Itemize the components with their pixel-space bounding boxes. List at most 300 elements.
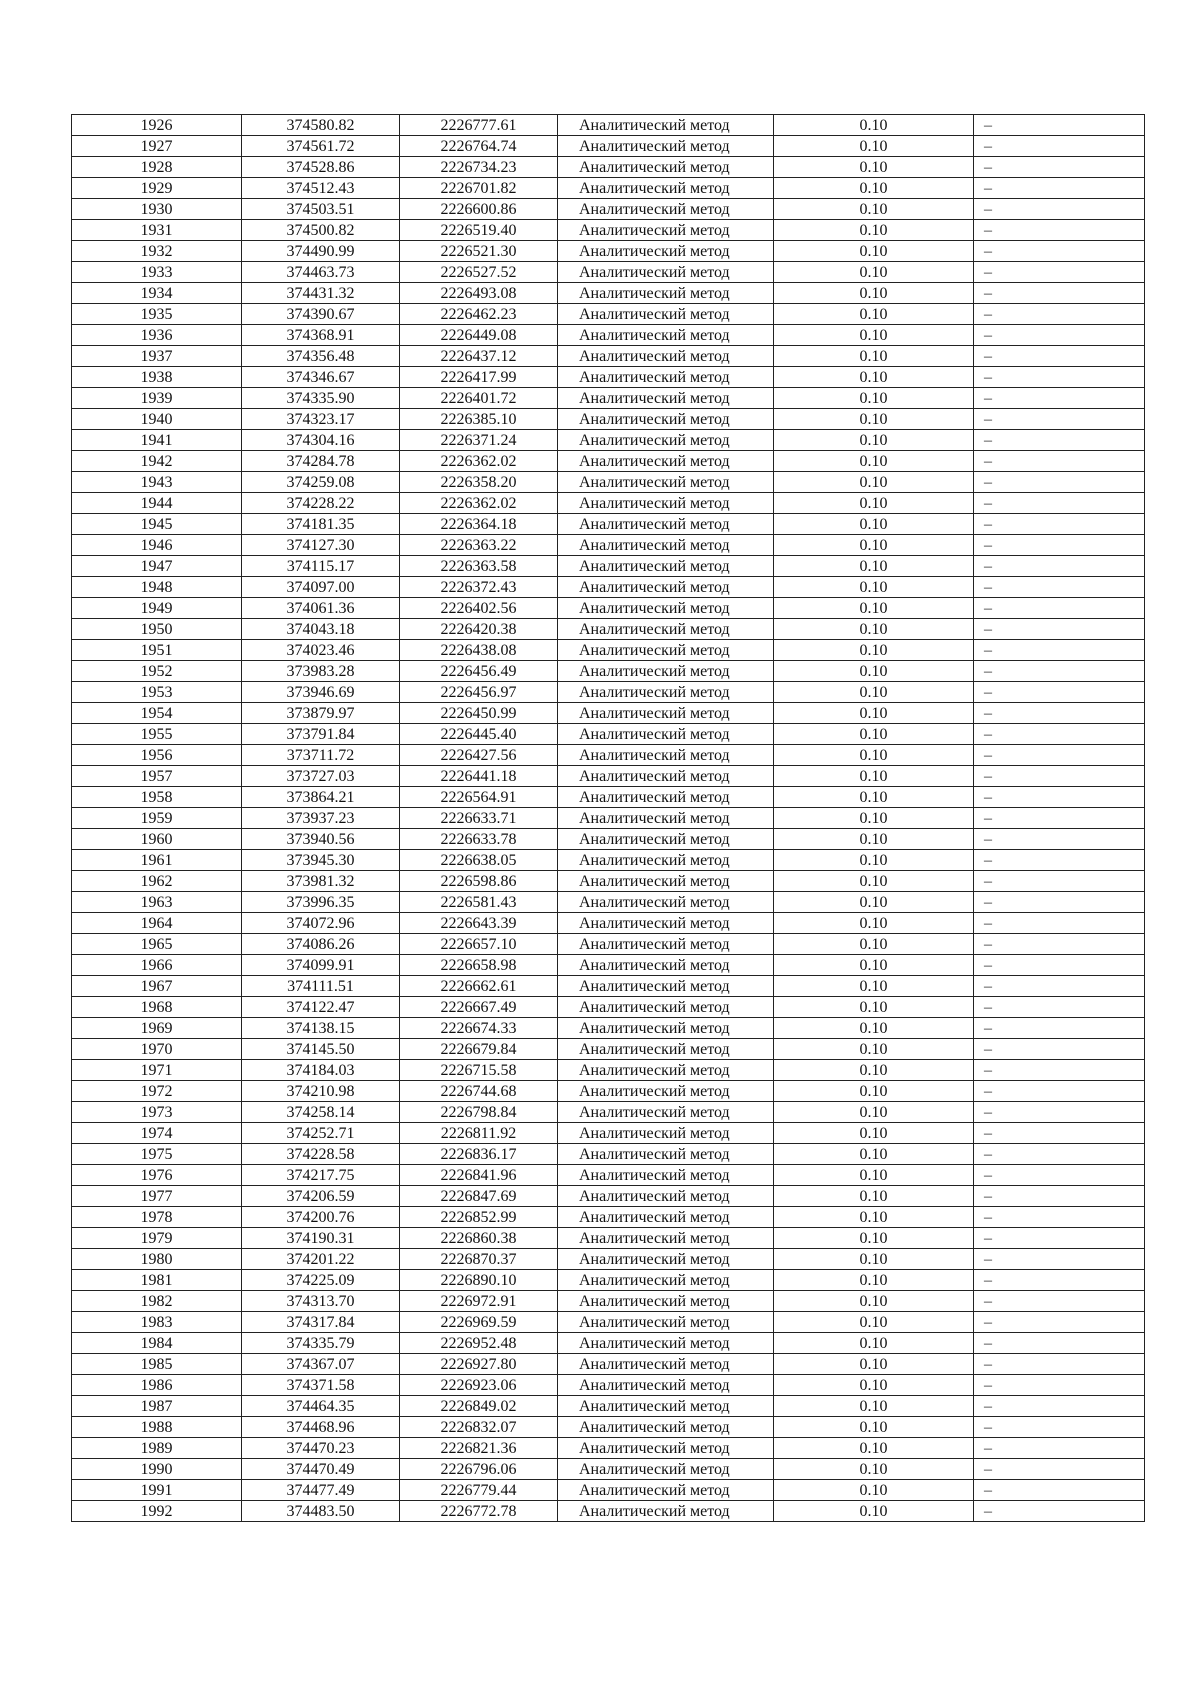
method-cell: Аналитический метод: [558, 745, 774, 766]
description-cell: –: [974, 1312, 1145, 1333]
y-coordinate-cell: 2226441.18: [400, 766, 558, 787]
accuracy-cell: 0.10: [774, 241, 974, 262]
table-row: [72, 241, 1145, 262]
description-cell: –: [974, 451, 1145, 472]
accuracy-cell: 0.10: [774, 1228, 974, 1249]
table-row: [72, 1249, 1145, 1270]
y-coordinate-cell: 2226363.58: [400, 556, 558, 577]
accuracy-cell: 0.10: [774, 1102, 974, 1123]
accuracy-cell: 0.10: [774, 619, 974, 640]
point-number-cell: 1945: [72, 514, 242, 535]
table-row: [72, 1438, 1145, 1459]
table-row: [72, 997, 1145, 1018]
table-row: [72, 283, 1145, 304]
point-number-cell: 1968: [72, 997, 242, 1018]
accuracy-cell: 0.10: [774, 1249, 974, 1270]
x-coordinate-cell: 374390.67: [242, 304, 400, 325]
method-cell: Аналитический метод: [558, 367, 774, 388]
y-coordinate-cell: 2226371.24: [400, 430, 558, 451]
point-number-cell: 1967: [72, 976, 242, 997]
accuracy-cell: 0.10: [774, 304, 974, 325]
point-number-cell: 1959: [72, 808, 242, 829]
accuracy-cell: 0.10: [774, 1375, 974, 1396]
description-cell: –: [974, 1396, 1145, 1417]
table-row: [72, 766, 1145, 787]
description-cell: –: [974, 724, 1145, 745]
point-number-cell: 1957: [72, 766, 242, 787]
x-coordinate-cell: 374099.91: [242, 955, 400, 976]
table-row: [72, 115, 1145, 136]
accuracy-cell: 0.10: [774, 1081, 974, 1102]
point-number-cell: 1987: [72, 1396, 242, 1417]
table-row: [72, 304, 1145, 325]
point-number-cell: 1961: [72, 850, 242, 871]
table-row: [72, 1354, 1145, 1375]
coordinates-table: [71, 114, 1145, 1522]
table-row: [72, 1333, 1145, 1354]
method-cell: Аналитический метод: [558, 892, 774, 913]
point-number-cell: 1977: [72, 1186, 242, 1207]
accuracy-cell: 0.10: [774, 934, 974, 955]
description-cell: –: [974, 178, 1145, 199]
y-coordinate-cell: 2226811.92: [400, 1123, 558, 1144]
x-coordinate-cell: 374468.96: [242, 1417, 400, 1438]
point-number-cell: 1938: [72, 367, 242, 388]
accuracy-cell: 0.10: [774, 1354, 974, 1375]
point-number-cell: 1942: [72, 451, 242, 472]
method-cell: Аналитический метод: [558, 157, 774, 178]
y-coordinate-cell: 2226796.06: [400, 1459, 558, 1480]
description-cell: –: [974, 577, 1145, 598]
x-coordinate-cell: 374490.99: [242, 241, 400, 262]
accuracy-cell: 0.10: [774, 472, 974, 493]
x-coordinate-cell: 374200.76: [242, 1207, 400, 1228]
y-coordinate-cell: 2226527.52: [400, 262, 558, 283]
point-number-cell: 1966: [72, 955, 242, 976]
x-coordinate-cell: 374228.22: [242, 493, 400, 514]
table-row: [72, 682, 1145, 703]
table-row: [72, 892, 1145, 913]
method-cell: Аналитический метод: [558, 1438, 774, 1459]
description-cell: –: [974, 955, 1145, 976]
y-coordinate-cell: 2226832.07: [400, 1417, 558, 1438]
description-cell: –: [974, 136, 1145, 157]
description-cell: –: [974, 115, 1145, 136]
method-cell: Аналитический метод: [558, 1249, 774, 1270]
x-coordinate-cell: 374127.30: [242, 535, 400, 556]
y-coordinate-cell: 2226633.78: [400, 829, 558, 850]
x-coordinate-cell: 374258.14: [242, 1102, 400, 1123]
description-cell: –: [974, 157, 1145, 178]
method-cell: Аналитический метод: [558, 1144, 774, 1165]
x-coordinate-cell: 374210.98: [242, 1081, 400, 1102]
table-row: [72, 619, 1145, 640]
description-cell: –: [974, 367, 1145, 388]
method-cell: Аналитический метод: [558, 640, 774, 661]
method-cell: Аналитический метод: [558, 871, 774, 892]
x-coordinate-cell: 373945.30: [242, 850, 400, 871]
accuracy-cell: 0.10: [774, 871, 974, 892]
accuracy-cell: 0.10: [774, 1144, 974, 1165]
y-coordinate-cell: 2226662.61: [400, 976, 558, 997]
method-cell: Аналитический метод: [558, 1060, 774, 1081]
x-coordinate-cell: 374431.32: [242, 283, 400, 304]
method-cell: Аналитический метод: [558, 1228, 774, 1249]
table-row: [72, 535, 1145, 556]
point-number-cell: 1972: [72, 1081, 242, 1102]
table-row: [72, 367, 1145, 388]
table-row: [72, 661, 1145, 682]
point-number-cell: 1953: [72, 682, 242, 703]
x-coordinate-cell: 373983.28: [242, 661, 400, 682]
point-number-cell: 1963: [72, 892, 242, 913]
description-cell: –: [974, 1081, 1145, 1102]
description-cell: –: [974, 1165, 1145, 1186]
point-number-cell: 1990: [72, 1459, 242, 1480]
point-number-cell: 1989: [72, 1438, 242, 1459]
method-cell: Аналитический метод: [558, 514, 774, 535]
accuracy-cell: 0.10: [774, 703, 974, 724]
description-cell: –: [974, 199, 1145, 220]
point-number-cell: 1976: [72, 1165, 242, 1186]
table-row: [72, 1480, 1145, 1501]
method-cell: Аналитический метод: [558, 430, 774, 451]
table-row: [72, 199, 1145, 220]
table-row: [72, 1501, 1145, 1522]
table-row: [72, 1060, 1145, 1081]
method-cell: Аналитический метод: [558, 703, 774, 724]
y-coordinate-cell: 2226836.17: [400, 1144, 558, 1165]
method-cell: Аналитический метод: [558, 682, 774, 703]
accuracy-cell: 0.10: [774, 220, 974, 241]
accuracy-cell: 0.10: [774, 136, 974, 157]
description-cell: –: [974, 1501, 1145, 1522]
description-cell: –: [974, 745, 1145, 766]
method-cell: Аналитический метод: [558, 178, 774, 199]
x-coordinate-cell: 373864.21: [242, 787, 400, 808]
y-coordinate-cell: 2226969.59: [400, 1312, 558, 1333]
y-coordinate-cell: 2226564.91: [400, 787, 558, 808]
description-cell: –: [974, 1123, 1145, 1144]
description-cell: –: [974, 1186, 1145, 1207]
method-cell: Аналитический метод: [558, 934, 774, 955]
y-coordinate-cell: 2226519.40: [400, 220, 558, 241]
accuracy-cell: 0.10: [774, 1018, 974, 1039]
description-cell: –: [974, 808, 1145, 829]
x-coordinate-cell: 374313.70: [242, 1291, 400, 1312]
description-cell: –: [974, 304, 1145, 325]
description-cell: –: [974, 220, 1145, 241]
point-number-cell: 1941: [72, 430, 242, 451]
point-number-cell: 1951: [72, 640, 242, 661]
method-cell: Аналитический метод: [558, 1207, 774, 1228]
table-row: [72, 1312, 1145, 1333]
description-cell: –: [974, 1144, 1145, 1165]
method-cell: Аналитический метод: [558, 115, 774, 136]
description-cell: –: [974, 997, 1145, 1018]
description-cell: –: [974, 1060, 1145, 1081]
y-coordinate-cell: 2226438.08: [400, 640, 558, 661]
point-number-cell: 1986: [72, 1375, 242, 1396]
x-coordinate-cell: 374217.75: [242, 1165, 400, 1186]
x-coordinate-cell: 374145.50: [242, 1039, 400, 1060]
table-row: [72, 1144, 1145, 1165]
y-coordinate-cell: 2226445.40: [400, 724, 558, 745]
point-number-cell: 1970: [72, 1039, 242, 1060]
accuracy-cell: 0.10: [774, 1438, 974, 1459]
accuracy-cell: 0.10: [774, 892, 974, 913]
x-coordinate-cell: 374503.51: [242, 199, 400, 220]
table-row: [72, 1375, 1145, 1396]
point-number-cell: 1927: [72, 136, 242, 157]
description-cell: –: [974, 430, 1145, 451]
method-cell: Аналитический метод: [558, 472, 774, 493]
table-row: [72, 703, 1145, 724]
table-row: [72, 514, 1145, 535]
y-coordinate-cell: 2226364.18: [400, 514, 558, 535]
accuracy-cell: 0.10: [774, 1123, 974, 1144]
point-number-cell: 1935: [72, 304, 242, 325]
method-cell: Аналитический метод: [558, 1102, 774, 1123]
y-coordinate-cell: 2226667.49: [400, 997, 558, 1018]
x-coordinate-cell: 374561.72: [242, 136, 400, 157]
x-coordinate-cell: 374111.51: [242, 976, 400, 997]
table-row: [72, 178, 1145, 199]
description-cell: –: [974, 535, 1145, 556]
method-cell: Аналитический метод: [558, 304, 774, 325]
description-cell: –: [974, 388, 1145, 409]
y-coordinate-cell: 2226362.02: [400, 493, 558, 514]
method-cell: Аналитический метод: [558, 325, 774, 346]
table-row: [72, 955, 1145, 976]
description-cell: –: [974, 346, 1145, 367]
accuracy-cell: 0.10: [774, 661, 974, 682]
x-coordinate-cell: 374464.35: [242, 1396, 400, 1417]
x-coordinate-cell: 374335.79: [242, 1333, 400, 1354]
table-row: [72, 787, 1145, 808]
description-cell: –: [974, 1270, 1145, 1291]
description-cell: –: [974, 514, 1145, 535]
y-coordinate-cell: 2226437.12: [400, 346, 558, 367]
point-number-cell: 1981: [72, 1270, 242, 1291]
y-coordinate-cell: 2226821.36: [400, 1438, 558, 1459]
point-number-cell: 1969: [72, 1018, 242, 1039]
description-cell: –: [974, 262, 1145, 283]
y-coordinate-cell: 2226358.20: [400, 472, 558, 493]
y-coordinate-cell: 2226402.56: [400, 598, 558, 619]
y-coordinate-cell: 2226633.71: [400, 808, 558, 829]
accuracy-cell: 0.10: [774, 598, 974, 619]
description-cell: –: [974, 1438, 1145, 1459]
x-coordinate-cell: 374023.46: [242, 640, 400, 661]
description-cell: –: [974, 1417, 1145, 1438]
x-coordinate-cell: 374259.08: [242, 472, 400, 493]
table-row: [72, 451, 1145, 472]
method-cell: Аналитический метод: [558, 1312, 774, 1333]
table-row: [72, 157, 1145, 178]
point-number-cell: 1933: [72, 262, 242, 283]
method-cell: Аналитический метод: [558, 1333, 774, 1354]
x-coordinate-cell: 374500.82: [242, 220, 400, 241]
point-number-cell: 1937: [72, 346, 242, 367]
table-row: [72, 829, 1145, 850]
method-cell: Аналитический метод: [558, 493, 774, 514]
point-number-cell: 1931: [72, 220, 242, 241]
table-row: [72, 577, 1145, 598]
x-coordinate-cell: 374470.23: [242, 1438, 400, 1459]
x-coordinate-cell: 374304.16: [242, 430, 400, 451]
table-row: [72, 409, 1145, 430]
table-row: [72, 745, 1145, 766]
y-coordinate-cell: 2226849.02: [400, 1396, 558, 1417]
table-row: [72, 808, 1145, 829]
description-cell: –: [974, 1375, 1145, 1396]
table-row: [72, 1417, 1145, 1438]
y-coordinate-cell: 2226521.30: [400, 241, 558, 262]
method-cell: Аналитический метод: [558, 136, 774, 157]
point-number-cell: 1978: [72, 1207, 242, 1228]
y-coordinate-cell: 2226972.91: [400, 1291, 558, 1312]
y-coordinate-cell: 2226456.97: [400, 682, 558, 703]
point-number-cell: 1947: [72, 556, 242, 577]
x-coordinate-cell: 374335.90: [242, 388, 400, 409]
accuracy-cell: 0.10: [774, 1333, 974, 1354]
table-row: [72, 1396, 1145, 1417]
x-coordinate-cell: 374043.18: [242, 619, 400, 640]
point-number-cell: 1948: [72, 577, 242, 598]
x-coordinate-cell: 374368.91: [242, 325, 400, 346]
x-coordinate-cell: 374284.78: [242, 451, 400, 472]
point-number-cell: 1930: [72, 199, 242, 220]
accuracy-cell: 0.10: [774, 787, 974, 808]
point-number-cell: 1928: [72, 157, 242, 178]
accuracy-cell: 0.10: [774, 745, 974, 766]
point-number-cell: 1936: [72, 325, 242, 346]
y-coordinate-cell: 2226798.84: [400, 1102, 558, 1123]
method-cell: Аналитический метод: [558, 766, 774, 787]
point-number-cell: 1926: [72, 115, 242, 136]
table-row: [72, 598, 1145, 619]
accuracy-cell: 0.10: [774, 1291, 974, 1312]
y-coordinate-cell: 2226927.80: [400, 1354, 558, 1375]
accuracy-cell: 0.10: [774, 850, 974, 871]
table-row: [72, 388, 1145, 409]
description-cell: –: [974, 1207, 1145, 1228]
x-coordinate-cell: 374072.96: [242, 913, 400, 934]
y-coordinate-cell: 2226450.99: [400, 703, 558, 724]
method-cell: Аналитический метод: [558, 556, 774, 577]
method-cell: Аналитический метод: [558, 955, 774, 976]
x-coordinate-cell: 374317.84: [242, 1312, 400, 1333]
y-coordinate-cell: 2226890.10: [400, 1270, 558, 1291]
y-coordinate-cell: 2226581.43: [400, 892, 558, 913]
table-row: [72, 640, 1145, 661]
table-row: [72, 346, 1145, 367]
x-coordinate-cell: 374477.49: [242, 1480, 400, 1501]
point-number-cell: 1964: [72, 913, 242, 934]
description-cell: –: [974, 640, 1145, 661]
point-number-cell: 1944: [72, 493, 242, 514]
method-cell: Аналитический метод: [558, 346, 774, 367]
y-coordinate-cell: 2226847.69: [400, 1186, 558, 1207]
x-coordinate-cell: 374122.47: [242, 997, 400, 1018]
method-cell: Аналитический метод: [558, 1081, 774, 1102]
x-coordinate-cell: 374097.00: [242, 577, 400, 598]
table-row: [72, 1459, 1145, 1480]
table-row: [72, 136, 1145, 157]
x-coordinate-cell: 374206.59: [242, 1186, 400, 1207]
x-coordinate-cell: 374371.58: [242, 1375, 400, 1396]
x-coordinate-cell: 373879.97: [242, 703, 400, 724]
method-cell: Аналитический метод: [558, 1123, 774, 1144]
description-cell: –: [974, 1333, 1145, 1354]
method-cell: Аналитический метод: [558, 220, 774, 241]
accuracy-cell: 0.10: [774, 178, 974, 199]
point-number-cell: 1958: [72, 787, 242, 808]
description-cell: –: [974, 493, 1145, 514]
y-coordinate-cell: 2226427.56: [400, 745, 558, 766]
table-row: [72, 1123, 1145, 1144]
accuracy-cell: 0.10: [774, 409, 974, 430]
description-cell: –: [974, 850, 1145, 871]
table-row: [72, 220, 1145, 241]
y-coordinate-cell: 2226362.02: [400, 451, 558, 472]
method-cell: Аналитический метод: [558, 388, 774, 409]
method-cell: Аналитический метод: [558, 1039, 774, 1060]
point-number-cell: 1982: [72, 1291, 242, 1312]
method-cell: Аналитический метод: [558, 199, 774, 220]
accuracy-cell: 0.10: [774, 1417, 974, 1438]
x-coordinate-cell: 374346.67: [242, 367, 400, 388]
x-coordinate-cell: 374184.03: [242, 1060, 400, 1081]
x-coordinate-cell: 374470.49: [242, 1459, 400, 1480]
table-row: [72, 493, 1145, 514]
point-number-cell: 1991: [72, 1480, 242, 1501]
method-cell: Аналитический метод: [558, 283, 774, 304]
method-cell: Аналитический метод: [558, 661, 774, 682]
method-cell: Аналитический метод: [558, 535, 774, 556]
method-cell: Аналитический метод: [558, 997, 774, 1018]
y-coordinate-cell: 2226401.72: [400, 388, 558, 409]
y-coordinate-cell: 2226598.86: [400, 871, 558, 892]
point-number-cell: 1955: [72, 724, 242, 745]
accuracy-cell: 0.10: [774, 1270, 974, 1291]
point-number-cell: 1973: [72, 1102, 242, 1123]
method-cell: Аналитический метод: [558, 808, 774, 829]
table-row: [72, 325, 1145, 346]
method-cell: Аналитический метод: [558, 1501, 774, 1522]
point-number-cell: 1949: [72, 598, 242, 619]
accuracy-cell: 0.10: [774, 367, 974, 388]
table-row: [72, 262, 1145, 283]
point-number-cell: 1956: [72, 745, 242, 766]
accuracy-cell: 0.10: [774, 976, 974, 997]
accuracy-cell: 0.10: [774, 535, 974, 556]
method-cell: Аналитический метод: [558, 829, 774, 850]
x-coordinate-cell: 373946.69: [242, 682, 400, 703]
accuracy-cell: 0.10: [774, 556, 974, 577]
accuracy-cell: 0.10: [774, 829, 974, 850]
accuracy-cell: 0.10: [774, 640, 974, 661]
description-cell: –: [974, 283, 1145, 304]
y-coordinate-cell: 2226923.06: [400, 1375, 558, 1396]
y-coordinate-cell: 2226493.08: [400, 283, 558, 304]
y-coordinate-cell: 2226417.99: [400, 367, 558, 388]
description-cell: –: [974, 682, 1145, 703]
description-cell: –: [974, 766, 1145, 787]
method-cell: Аналитический метод: [558, 1270, 774, 1291]
accuracy-cell: 0.10: [774, 1312, 974, 1333]
